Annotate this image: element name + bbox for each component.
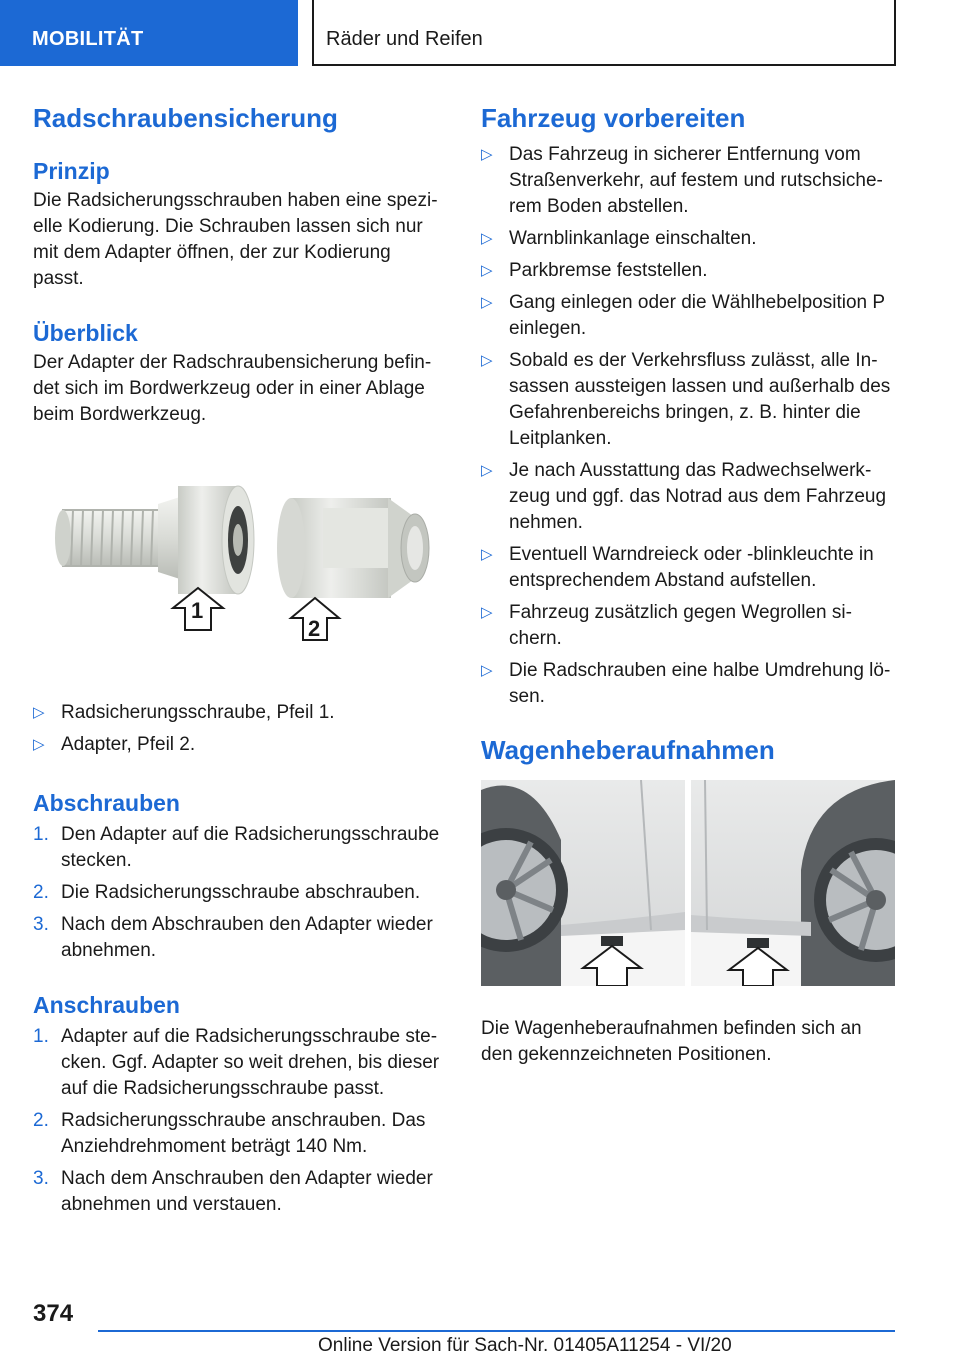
triangle-bullet-icon: ▷ (481, 352, 493, 369)
text-prinzip: Die Radsicherungsschrauben haben eine spezielle Kodierung. Die Schrauben lassen sich nur mit dem Adapter öffnen, der zur Kodierung passt. (33, 190, 438, 289)
list-item: ▷ Je nach Ausstattung das Radwechselwerkzeug und ggf. das Notrad aus dem Fahrzeug nehmen. (481, 460, 887, 533)
left-column (33, 100, 443, 1224)
triangle-bullet-icon: ▷ (481, 662, 493, 679)
heading-ueberblick: Überblick (33, 320, 138, 346)
triangle-bullet-icon: ▷ (481, 546, 493, 563)
heading-wagenheber: Wagenheberaufnahmen (481, 735, 775, 765)
heading-vorbereiten: Fahrzeug vorbereiten (481, 103, 746, 133)
list-item: ▷ Warnblinkanlage einschalten. (481, 226, 897, 252)
list-item: ▷ Die Radschrauben eine halbe Umdrehung lösen. (481, 660, 891, 707)
footer-divider (98, 1330, 895, 1332)
list-item: ▷ Das Fahrzeug in sicherer Entfernung vom Straßenverkehr, auf festem und rutschsicherem Boden abstellen. (481, 144, 883, 217)
triangle-bullet-icon: ▷ (481, 294, 493, 311)
list-item: 3. Nach dem Anschrauben den Adapter wieder abnehmen und verstauen. (33, 1168, 433, 1215)
list-item: ▷ Parkbremse feststellen. (481, 258, 897, 284)
list-item: ▷ Eventuell Warndreieck oder -blinkleuchte in entsprechendem Abstand aufstellen. (481, 544, 874, 591)
arrow-1 (173, 588, 223, 630)
list-item: ▷ Gang einlegen oder die Wählhebelposition P einlegen. (481, 292, 885, 339)
list-item: ▷ Adapter, Pfeil 2. (33, 732, 443, 758)
list-item: ▷ Sobald es der Verkehrsfluss zulässt, alle Insassen aussteigen lassen und außerhalb des Gefahrenbereichs bringen, z. B. hinter die Leitplanken. (481, 350, 891, 449)
text-wagenheber: Die Wagenheberaufnahmen befinden sich an den gekennzeichneten Positionen. (481, 1018, 862, 1065)
triangle-bullet-icon: ▷ (481, 262, 493, 279)
figure-legend (33, 700, 443, 758)
triangle-bullet-icon: ▷ (33, 736, 45, 753)
arrow-1-label: 1 (191, 598, 204, 623)
heading-abschrauben: Abschrauben (33, 790, 180, 816)
chapter-label: Räder und Reifen (326, 28, 483, 50)
lock-bolt (55, 486, 254, 594)
heading-prinzip: Prinzip (33, 158, 110, 184)
triangle-bullet-icon: ▷ (481, 462, 493, 479)
triangle-bullet-icon: ▷ (481, 230, 493, 247)
steps-abschrauben (33, 822, 443, 964)
list-item: 1. Adapter auf die Radsicherungsschraube stecken. Ggf. Adapter so weit drehen, bis dieser auf die Radsicherungsschraube passt. (33, 1026, 440, 1099)
right-column (481, 100, 897, 1068)
list-item: 2. Radsicherungsschraube anschrauben. Das Anziehdrehmoment beträgt 140 Nm. (33, 1110, 426, 1157)
chapter-header (312, 0, 896, 66)
list-item: ▷ Radsicherungsschraube, Pfeil 1. (33, 700, 443, 726)
car-side-rear (691, 780, 895, 986)
triangle-bullet-icon: ▷ (481, 146, 493, 163)
adapter (277, 498, 429, 598)
list-item: 2. Die Radsicherungsschraube abschrauben. (33, 882, 421, 903)
triangle-bullet-icon: ▷ (33, 704, 45, 721)
section-tab[interactable] (0, 0, 298, 66)
arrow-2-label: 2 (308, 616, 321, 641)
text-ueberblick: Der Adapter der Radschraubensicherung befindet sich im Bordwerkzeug oder in einer Ablage beim Bordwerkzeug. (33, 352, 432, 425)
section-label: MOBILITÄT (32, 28, 144, 50)
page-title: Radschraubensicherung (33, 103, 338, 133)
list-item: 3. Nach dem Abschrauben den Adapter wieder abnehmen. (33, 914, 433, 961)
triangle-bullet-icon: ▷ (481, 604, 493, 621)
steps-anschrauben (33, 1024, 443, 1218)
wheel-lock-figure (33, 468, 443, 658)
list-item: ▷ Fahrzeug zusätzlich gegen Wegrollen sichern. (481, 602, 852, 649)
arrow-2 (291, 598, 339, 641)
heading-anschrauben: Anschrauben (33, 992, 180, 1018)
list-vorbereiten (481, 142, 897, 710)
jack-points-figure (481, 780, 895, 986)
list-item: 1. Den Adapter auf die Radsicherungsschraube stecken. (33, 824, 440, 871)
footer-text: Online Version für Sach-Nr. 01405A11254 - VI/20 (318, 1335, 732, 1356)
page-number: 374 (33, 1300, 74, 1327)
car-side-front (481, 780, 685, 986)
